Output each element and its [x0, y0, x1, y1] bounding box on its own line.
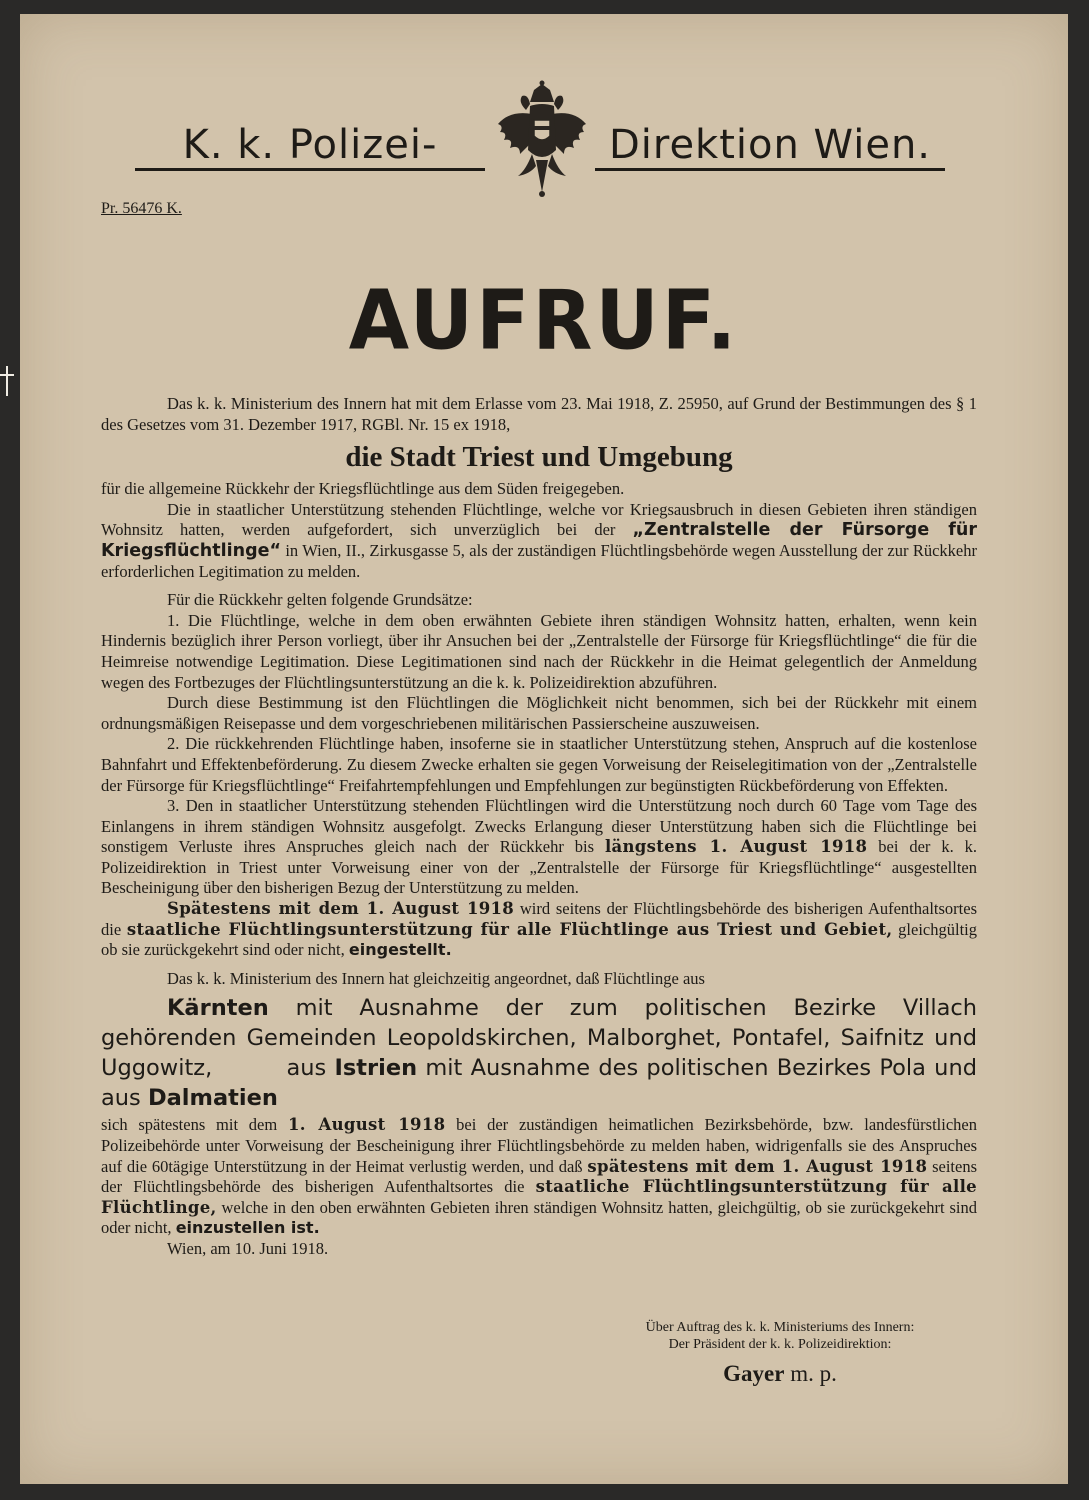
header-left: K. k. Polizei-	[135, 122, 485, 171]
intro-paragraph: Das k. k. Ministerium des Innern hat mit dem Erlasse vom 23. Mai 1918, Z. 25950, auf Grund der Bestimmungen des § 1 des Gesetzes vom 31. Dezember 1917, RGBl. Nr. 15 ex 1918,	[101, 394, 977, 434]
signer-name: Gayer m. p.	[723, 1361, 837, 1386]
reference-number: Pr. 56476 K.	[101, 200, 182, 217]
poster-body	[101, 394, 977, 1260]
signature-line-1: Über Auftrag des k. k. Ministeriums des Innern:	[645, 1320, 915, 1335]
signature-block	[580, 1319, 980, 1386]
point-1: 1. Die Flüchtlinge, welche in dem oben erwähnten Gebiete ihren ständigen Wohnsitz hatten, erhalten, wenn kein Hindernis bezüglich ihrer Person vorliegt, über ihr Ansuchen bei der „Zentralstelle der Fürsorge für Kriegsflüchtlinge“ die für die Heimreise notwendige Legitimation. Diese Legitimationen sind nach der Rückkehr in die Heimat gelegentlich der Anmeldung wegen des Fortbezuges der Flüchtlingsunterstützung an die k. k. Polizeidirektion abzuführen.	[101, 610, 977, 692]
paragraph-registration: Die in staatlicher Unterstützung stehenden Flüchtlinge, welche vor Kriegsausbruch in diesen Gebieten ihren ständigen Wohnsitz hatten, werden aufgefordert, sich unverzüglich bei der „Zentralstelle der Fürsorge für Kriegsflüchtlinge“ in Wien, II., Zirkusgasse 5, als der zuständigen Flüchtlingsbehörde wegen Ausstellung der zur Rückkehr erforderlichen Legitimation zu melden.	[101, 499, 977, 581]
point-2: 2. Die rückkehrenden Flüchtlinge haben, insoferne sie in staatlicher Unterstützung stehen, Anspruch auf die kostenlose Bahnfahrt und Effektenbeförderung. Zu diesem Zwecke erhalten sie gegen Vorweisung der Reiselegitimation von der „Zentralstelle der Fürsorge für Kriegsflüchtlinge“ Freifahrtempfehlungen und Empfehlungen zur begünstigten Rückbeförderung von Effekten.	[101, 734, 977, 795]
double-headed-eagle-icon	[496, 80, 588, 198]
edge-mark	[6, 366, 8, 396]
point-1b: Durch diese Bestimmung ist den Flüchtlingen die Möglichkeit nicht benommen, sich bei der Rückkehr mit einem ordnungsmäßigen Reisepasse und dem vorgeschriebenen militärischen Passierscheine auszuweisen.	[101, 693, 977, 733]
point-3: 3. Den in staatlicher Unterstützung stehenden Flüchtlingen wird die Unterstützung noch durch 60 Tage vom Tage des Einlangens in ihrem ständigen Wohnsitz ausgefolgt. Zwecks Erlangung dieser Unterstützung haben sich die Flüchtlinge bei sonstigem Verluste ihres Anspruches gleich nach der Rückkehr bis längstens 1. August 1918 bei der k. k. Polizeidirektion in Triest unter Vorweisung einer von der „Zentralstelle der Fürsorge für Kriegsflüchtlinge“ ausgestellten Bescheinigung über den bisherigen Bezug der Unterstützung zu melden.	[101, 796, 977, 898]
ministry-order: Das k. k. Ministerium des Innern hat gleichzeitig angeordnet, daß Flüchtlinge aus	[167, 968, 705, 988]
header-right: Direktion Wien.	[595, 122, 945, 171]
intro-after: für die allgemeine Rückkehr der Kriegsflüchtlinge aus dem Süden freigegeben.	[101, 479, 625, 499]
poster-sheet	[20, 14, 1068, 1484]
final-paragraph: sich spätestens mit dem 1. August 1918 bei der zuständigen heimatlichen Bezirksbehörde, bzw. landesfürstlichen Polizeibehörde unter Vorweisung der Bescheinigung ihrer Flüchtlingsbehörde zu melden haben, widrigenfalls sie des Anspruches auf die 60tägige Unterstützung in der Heimat verlustig werden, und daß spätestens mit dem 1. August 1918 seitens der Flüchtlingsbehörde des bisherigen Aufenthaltsortes die staatliche Flüchtlingsunterstützung für alle Flüchtlinge, welche in den oben erwähnten Gebieten ihren ständigen Wohnsitz hatten, gleichgültig, ob sie zurückgekehrt sind oder nicht, einzustellen ist.	[101, 1115, 978, 1238]
deadline-paragraph: Spätestens mit dem 1. August 1918 wird seitens der Flüchtlingsbehörde des bisherigen Aufenthaltsortes die staatliche Flüchtlingsunterstützung für alle Flüchtlinge aus Triest und Gebiet, gleichgültig ob sie zurückgekehrt sind oder nicht, eingestellt.	[101, 899, 978, 960]
principles-intro: Für die Rückkehr gelten folgende Grundsätze:	[167, 590, 473, 610]
page-title: AUFRUF.	[348, 274, 740, 369]
zentralstelle-emphasis: „Zentralstelle der Fürsorge für Kriegsflüchtlinge“	[101, 520, 977, 561]
date-line: Wien, am 10. Juni 1918.	[167, 1239, 329, 1258]
regions-list: Kärnten mit Ausnahme der zum politischen Bezirke Villach gehörenden Gemeinden Leopoldskirchen, Malborghet, Pontafel, Saifnitz und Uggowitz, aus Istrien mit Ausnahme des politischen Bezirkes Pola und aus Dalmatien	[101, 995, 977, 1112]
headline-triest: die Stadt Triest und Umgebung	[345, 441, 733, 474]
signature-line-2: Der Präsident der k. k. Polizeidirektion:	[668, 1337, 892, 1352]
